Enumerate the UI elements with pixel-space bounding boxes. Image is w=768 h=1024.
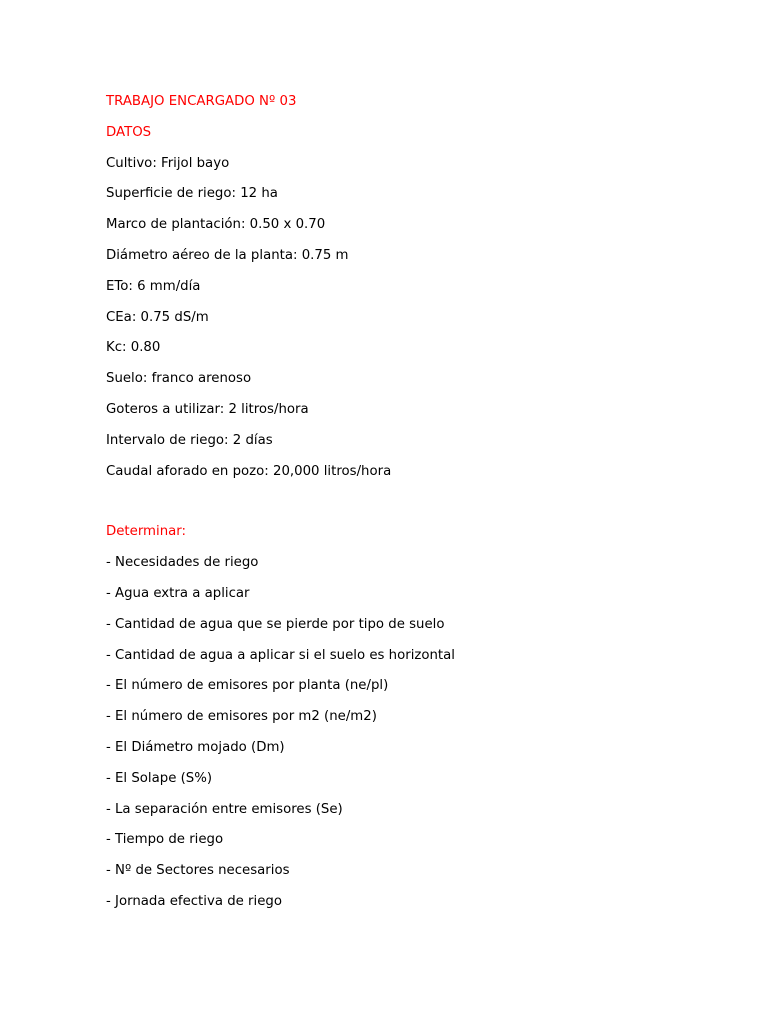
datos-item-goteros: Goteros a utilizar: 2 litros/hora xyxy=(106,401,309,417)
document-content xyxy=(106,91,726,922)
determinar-item: - Nº de Sectores necesarios xyxy=(106,863,290,879)
datos-item-caudal: Caudal aforado en pozo: 20,000 litros/hora xyxy=(106,463,392,479)
determinar-heading: Determinar: xyxy=(106,524,186,540)
determinar-item: - Cantidad de agua a aplicar si el suelo es horizontal xyxy=(106,647,455,663)
datos-item-superficie: Superficie de riego: 12 ha xyxy=(106,186,278,202)
datos-list xyxy=(106,153,726,492)
determinar-item: - La separación entre emisores (Se) xyxy=(106,801,343,817)
determinar-item: - Jornada efectiva de riego xyxy=(106,893,282,909)
datos-item-eto: ETo: 6 mm/día xyxy=(106,278,201,294)
datos-item-marco: Marco de plantación: 0.50 x 0.70 xyxy=(106,217,326,233)
datos-item-cultivo: Cultivo: Frijol bayo xyxy=(106,155,230,171)
datos-item-cea: CEa: 0.75 dS/m xyxy=(106,309,209,325)
datos-item-suelo: Suelo: franco arenoso xyxy=(106,371,252,387)
determinar-item: - Agua extra a aplicar xyxy=(106,585,250,601)
datos-item-kc: Kc: 0.80 xyxy=(106,340,161,356)
determinar-item: - Necesidades de riego xyxy=(106,555,259,571)
determinar-item: - El Diámetro mojado (Dm) xyxy=(106,739,285,755)
datos-item-intervalo: Intervalo de riego: 2 días xyxy=(106,432,273,448)
determinar-item: - El Solape (S%) xyxy=(106,770,213,786)
determinar-item: - Cantidad de agua que se pierde por tipo de suelo xyxy=(106,616,445,632)
determinar-item: - El número de emisores por m2 (ne/m2) xyxy=(106,709,377,725)
section-spacer xyxy=(106,491,726,521)
document-title: TRABAJO ENCARGADO Nº 03 xyxy=(106,94,297,109)
datos-item-diametro: Diámetro aéreo de la planta: 0.75 m xyxy=(106,247,349,263)
determinar-item: - El número de emisores por planta (ne/pl) xyxy=(106,678,389,694)
determinar-item: - Tiempo de riego xyxy=(106,832,224,848)
determinar-list xyxy=(106,552,726,922)
datos-heading: DATOS xyxy=(106,124,152,140)
